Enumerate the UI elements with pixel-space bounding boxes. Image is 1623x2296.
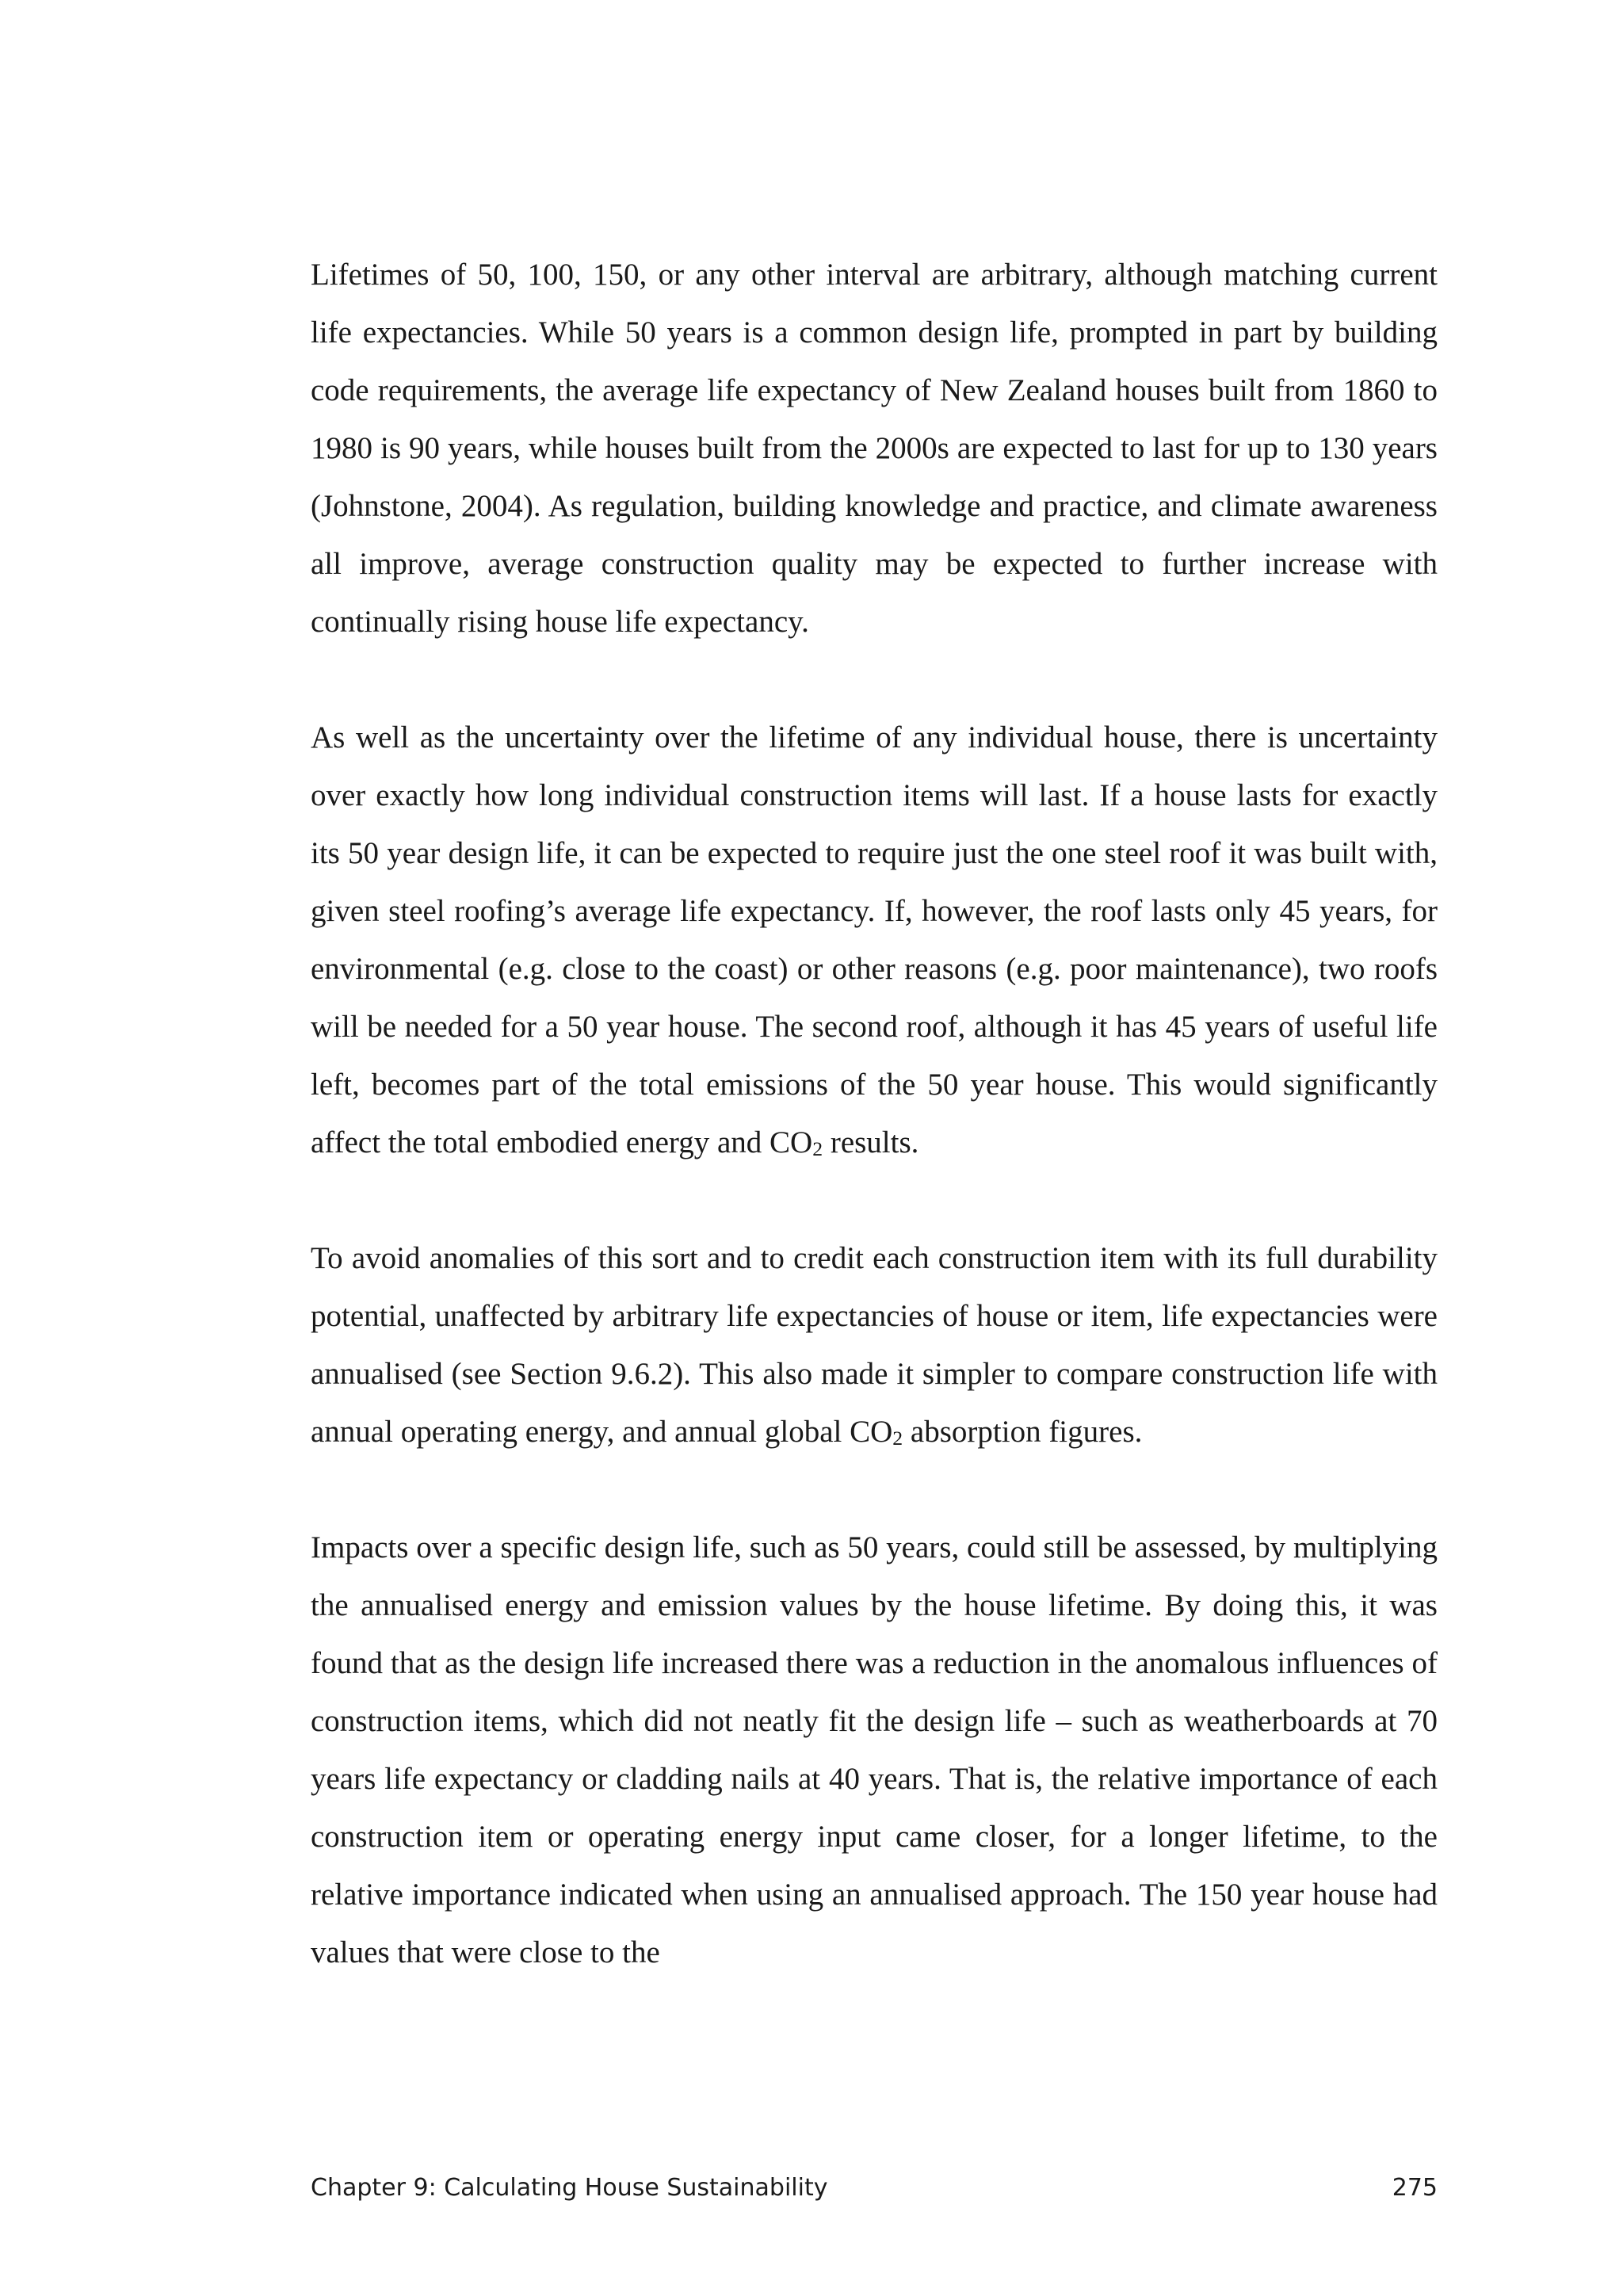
footer-page-number: 275 [1392,2174,1438,2202]
footer-chapter-title: Chapter 9: Calculating House Sustainability [311,2174,828,2202]
paragraph-3-text: To avoid anomalies of this sort and to credit each construction item with its full durability potential, unaffected by arbitrary life expectancies of house or item, life expectancies were annualised (see Section 9.6.2). This also made it simpler to compare construction life with annual operating energy, and annual global [311,1241,1438,1449]
body-text [311,246,1438,1981]
co2-formula [769,1125,823,1159]
paragraph-3 [311,1229,1438,1461]
paragraph-4: Impacts over a specific design life, such as 50 years, could still be assessed, by multiplying the annualised energy and emission values by the house lifetime. By doing this, it was found that as the design life increased there was a reduction in the anomalous influences of construction items, which did not neatly fit the design life – such as weatherboards at 70 years life expectancy or cladding nails at 40 years. That is, the relative importance of each construction item or operating energy input came closer, for a longer lifetime, to the relative importance indicated when using an annualised approach. The 150 year house had values that were close to the [311,1530,1438,1969]
paragraph-2-text: As well as the uncertainty over the lifetime of any individual house, there is uncertainty over exactly how long individual construction items will last. If a house lasts for exactly its 50 year design life, it can be expected to require just the one steel roof it was built with, given steel roofing’s average life expectancy. If, however, the roof lasts only 45 years, for environmental (e.g. close to the coast) or other reasons (e.g. poor maintenance), two roofs will be needed for a 50 year house. The second roof, although it has 45 years of useful life left, becomes part of the total emissions of the 50 year house. This would significantly affect the total embodied energy and [311,720,1438,1159]
co2-formula-co: CO [769,1125,813,1159]
page-footer [311,2168,1438,2208]
co2-formula-subscript: 2 [892,1426,903,1450]
co2-formula [850,1415,903,1449]
paragraph-2 [311,709,1438,1171]
co2-formula-co: CO [850,1415,893,1449]
co2-formula-subscript: 2 [812,1137,823,1160]
paragraph-3-tail: absorption figures. [903,1415,1143,1449]
paragraph-1: Lifetimes of 50, 100, 150, or any other interval are arbitrary, although matching current life expectancies. While 50 years is a common design life, prompted in part by building code requirements, the average life expectancy of New Zealand houses built from 1860 to 1980 is 90 years, while houses built from the 2000s are expected to last for up to 130 years (Johnstone, 2004). As regulation, building knowledge and practice, and climate awareness all improve, average construction quality may be expected to further increase with continually rising house life expectancy. [311,258,1438,639]
paragraph-2-tail: results. [823,1125,919,1159]
